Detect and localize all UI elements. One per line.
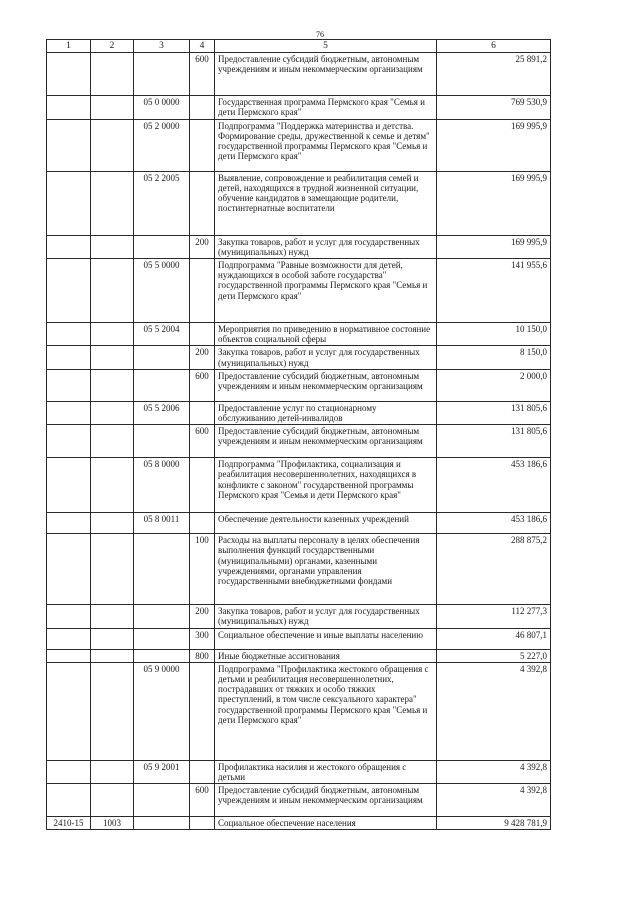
row-description: Обеспечение деятельности казенных учреждений	[215, 513, 437, 534]
row-code-1	[47, 534, 91, 605]
expense-type-code: 200	[190, 235, 215, 258]
expense-type-code	[190, 662, 215, 760]
expense-type-code	[190, 259, 215, 323]
expense-type-code: 600	[190, 784, 215, 817]
row-description: Социальное обеспечение и иные выплаты населению	[215, 628, 437, 649]
row-amount: 8 150,0	[437, 346, 551, 369]
row-description: Профилактика насилия и жестокого обращения с детьми	[215, 760, 437, 783]
table-row	[47, 323, 551, 346]
table-row	[47, 605, 551, 628]
row-amount: 769 530,9	[437, 96, 551, 119]
target-article-code: 05 8 0011	[134, 513, 190, 534]
target-article-code: 05 5 0000	[134, 259, 190, 323]
expense-type-code	[190, 119, 215, 171]
row-code-2	[91, 513, 134, 534]
row-code-2	[91, 119, 134, 171]
table-row	[47, 235, 551, 258]
row-code-1	[47, 171, 91, 235]
row-code-2	[91, 534, 134, 605]
row-description: Предоставление субсидий бюджетным, автономным учреждениям и иным некоммерческим организациям	[215, 369, 437, 401]
target-article-code: 05 8 0000	[134, 458, 190, 513]
target-article-code	[134, 784, 190, 817]
row-amount: 4 392,8	[437, 760, 551, 783]
expense-type-code: 800	[190, 649, 215, 662]
row-description: Закупка товаров, работ и услуг для государственных (муниципальных) нужд	[215, 605, 437, 628]
expense-type-code: 600	[190, 425, 215, 458]
table-row	[47, 171, 551, 235]
table-row	[47, 817, 551, 830]
target-article-code	[134, 235, 190, 258]
header-col-5: 5	[215, 40, 437, 53]
row-amount: 46 807,1	[437, 628, 551, 649]
row-code-2	[91, 259, 134, 323]
target-article-code: 05 9 0000	[134, 662, 190, 760]
row-code-2	[91, 346, 134, 369]
target-article-code: 05 9 2001	[134, 760, 190, 783]
row-code-1: 2410-15	[47, 817, 91, 830]
row-amount: 131 805,6	[437, 401, 551, 424]
target-article-code	[134, 534, 190, 605]
expense-type-code	[190, 817, 215, 830]
row-code-1	[47, 235, 91, 258]
row-amount: 9 428 781,9	[437, 817, 551, 830]
row-amount: 4 392,8	[437, 662, 551, 760]
row-description: Иные бюджетные ассигнования	[215, 649, 437, 662]
table-row	[47, 346, 551, 369]
expense-type-code	[190, 458, 215, 513]
row-description: Закупка товаров, работ и услуг для государственных (муниципальных) нужд	[215, 346, 437, 369]
table-row	[47, 458, 551, 513]
target-article-code	[134, 346, 190, 369]
row-code-2	[91, 784, 134, 817]
row-code-1	[47, 346, 91, 369]
row-code-2	[91, 369, 134, 401]
row-amount: 169 995,9	[437, 171, 551, 235]
target-article-code	[134, 53, 190, 96]
row-code-1	[47, 323, 91, 346]
table-row	[47, 534, 551, 605]
row-description: Мероприятия по приведению в нормативное состояние объектов социальной сферы	[215, 323, 437, 346]
expense-type-code	[190, 323, 215, 346]
header-col-3: 3	[134, 40, 190, 53]
expense-type-code	[190, 96, 215, 119]
header-col-6: 6	[437, 40, 551, 53]
expense-type-code: 300	[190, 628, 215, 649]
row-code-1	[47, 662, 91, 760]
row-code-1	[47, 628, 91, 649]
expense-type-code	[190, 513, 215, 534]
row-description: Закупка товаров, работ и услуг для государственных (муниципальных) нужд	[215, 235, 437, 258]
row-code-1	[47, 119, 91, 171]
table-row	[47, 369, 551, 401]
row-code-1	[47, 259, 91, 323]
row-description: Предоставление субсидий бюджетным, автономным учреждениям и иным некоммерческим организациям	[215, 784, 437, 817]
row-amount: 141 955,6	[437, 259, 551, 323]
row-code-1	[47, 458, 91, 513]
row-amount: 288 875,2	[437, 534, 551, 605]
header-col-1: 1	[47, 40, 91, 53]
row-code-2	[91, 425, 134, 458]
row-code-2	[91, 401, 134, 424]
expense-type-code: 100	[190, 534, 215, 605]
header-col-2: 2	[91, 40, 134, 53]
row-code-2: 1003	[91, 817, 134, 830]
expense-type-code: 600	[190, 53, 215, 96]
row-code-1	[47, 784, 91, 817]
header-col-4: 4	[190, 40, 215, 53]
row-description: Государственная программа Пермского края "Семья и дети Пермского края"	[215, 96, 437, 119]
table-row	[47, 628, 551, 649]
target-article-code: 05 5 2006	[134, 401, 190, 424]
table-row	[47, 53, 551, 96]
row-amount: 169 995,9	[437, 235, 551, 258]
expense-type-code	[190, 401, 215, 424]
row-code-1	[47, 605, 91, 628]
row-code-2	[91, 662, 134, 760]
target-article-code	[134, 649, 190, 662]
row-code-2	[91, 628, 134, 649]
expense-type-code	[190, 760, 215, 783]
row-code-2	[91, 323, 134, 346]
table-row	[47, 96, 551, 119]
expense-type-code	[190, 171, 215, 235]
row-description: Предоставление субсидий бюджетным, автономным учреждениям и иным некоммерческим организациям	[215, 53, 437, 96]
row-description: Подпрограмма "Поддержка материнства и детства. Формирование среды, дружественной к семье и детям" государственной программы Пермского края "Семья и дети Пермского края"	[215, 119, 437, 171]
target-article-code	[134, 817, 190, 830]
row-amount: 5 227,0	[437, 649, 551, 662]
table-row	[47, 760, 551, 783]
row-amount: 25 891,2	[437, 53, 551, 96]
target-article-code: 05 2 0000	[134, 119, 190, 171]
table-row	[47, 662, 551, 760]
target-article-code: 05 0 0000	[134, 96, 190, 119]
row-code-1	[47, 53, 91, 96]
row-amount: 453 186,6	[437, 513, 551, 534]
page-number: 76	[316, 30, 324, 39]
target-article-code: 05 5 2004	[134, 323, 190, 346]
row-description: Подпрограмма "Профилактика жестокого обращения с детьми и реабилитация несовершеннолетних, пострадавших от тяжких и особо тяжких преступлений, в том числе сексуального характера" государственной программы Пермского края "Семья и дети Пермского края"	[215, 662, 437, 760]
row-code-2	[91, 171, 134, 235]
target-article-code	[134, 605, 190, 628]
table-row	[47, 425, 551, 458]
row-description: Предоставление субсидий бюджетным, автономным учреждениям и иным некоммерческим организациям	[215, 425, 437, 458]
target-article-code: 05 2 2005	[134, 171, 190, 235]
row-code-2	[91, 96, 134, 119]
row-code-2	[91, 458, 134, 513]
table-row	[47, 513, 551, 534]
row-description: Подпрограмма "Профилактика, социализация и реабилитация несовершеннолетних, находящихся в конфликте с законом" государственной программы Пермского края "Семья и дети Пермского края"	[215, 458, 437, 513]
row-code-1	[47, 401, 91, 424]
table-header-row	[47, 40, 551, 53]
target-article-code	[134, 628, 190, 649]
row-description: Подпрограмма "Равные возможности для детей, нуждающихся в особой заботе государства" государственной программы Пермского края "Семья и дети Пермского края"	[215, 259, 437, 323]
target-article-code	[134, 425, 190, 458]
expense-type-code: 200	[190, 346, 215, 369]
row-code-2	[91, 235, 134, 258]
row-code-2	[91, 53, 134, 96]
row-code-1	[47, 369, 91, 401]
row-amount: 2 000,0	[437, 369, 551, 401]
row-amount: 453 186,6	[437, 458, 551, 513]
row-description: Социальное обеспечение населения	[215, 817, 437, 830]
target-article-code	[134, 369, 190, 401]
row-amount: 131 805,6	[437, 425, 551, 458]
row-code-1	[47, 513, 91, 534]
expense-type-code: 200	[190, 605, 215, 628]
row-description: Выявление, сопровождение и реабилитация семей и детей, находящихся в трудной жизненной ситуации, обучение кандидатов в замещающие родители, постинтернатные воспитатели	[215, 171, 437, 235]
row-amount: 112 277,3	[437, 605, 551, 628]
row-code-2	[91, 760, 134, 783]
table-row	[47, 119, 551, 171]
row-amount: 10 150,0	[437, 323, 551, 346]
table-row	[47, 649, 551, 662]
row-amount: 169 995,9	[437, 119, 551, 171]
row-amount: 4 392,8	[437, 784, 551, 817]
row-code-1	[47, 649, 91, 662]
table-row	[47, 401, 551, 424]
row-code-1	[47, 96, 91, 119]
row-description: Расходы на выплаты персоналу в целях обеспечения выполнения функций государственными (муниципальными) органами, казенными учреждениями, органами управления государственными внебюджетными фондами	[215, 534, 437, 605]
table-row	[47, 259, 551, 323]
table-row	[47, 784, 551, 817]
row-code-1	[47, 425, 91, 458]
row-code-2	[91, 649, 134, 662]
row-code-1	[47, 760, 91, 783]
row-description: Предоставление услуг по стационарному обслуживанию детей-инвалидов	[215, 401, 437, 424]
row-code-2	[91, 605, 134, 628]
budget-table	[46, 39, 551, 830]
expense-type-code: 600	[190, 369, 215, 401]
